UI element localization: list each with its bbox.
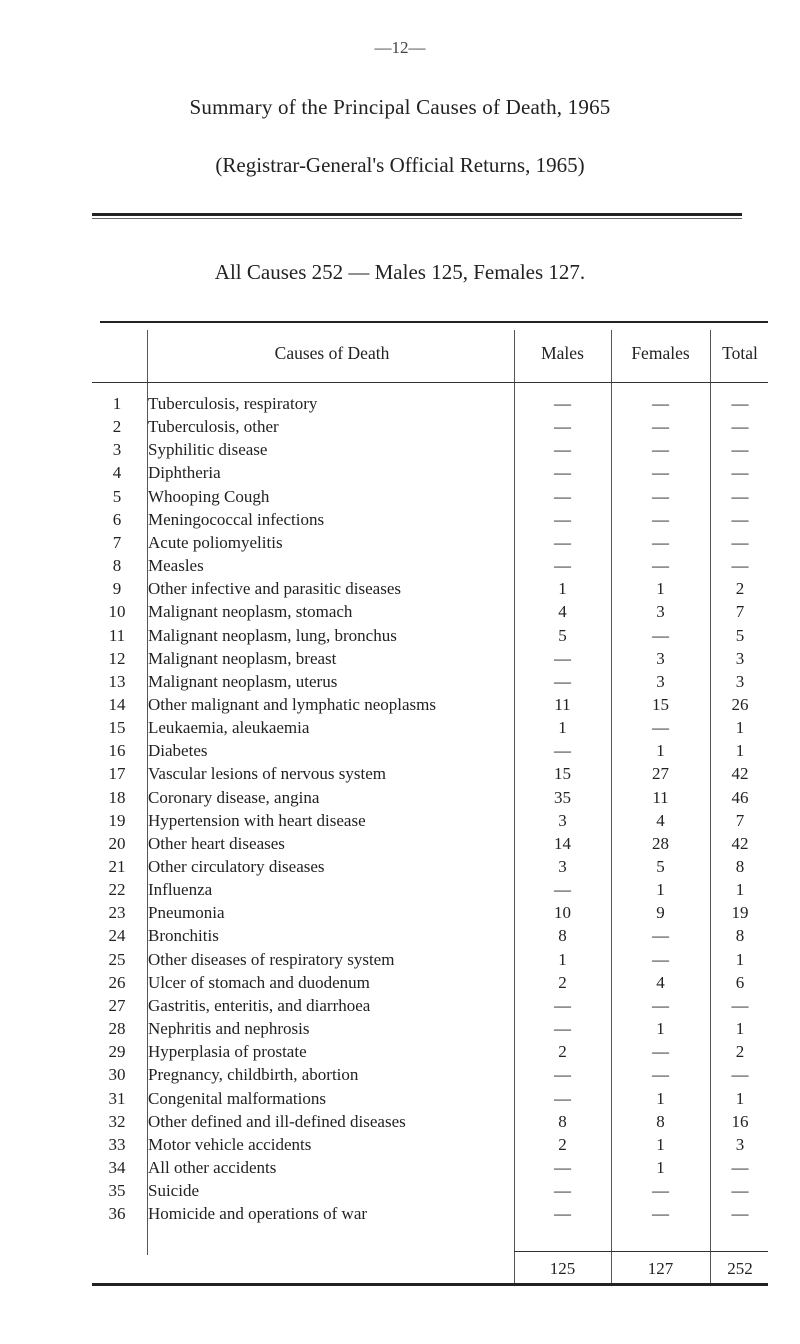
row-females: 8 bbox=[656, 1111, 665, 1131]
header-males: Males bbox=[541, 343, 584, 363]
row-cause: Vascular lesions of nervous system bbox=[148, 764, 386, 784]
row-total: 7 bbox=[735, 810, 745, 830]
row-total: 26 bbox=[731, 694, 749, 714]
row-total: 2 bbox=[735, 1042, 745, 1062]
row-females: — bbox=[652, 1204, 669, 1224]
row-total: 1 bbox=[735, 1019, 745, 1039]
page-subtitle: (Registrar-General's Official Returns, 1965) bbox=[215, 153, 585, 177]
row-number: 25 bbox=[108, 949, 126, 969]
row-females: 28 bbox=[652, 833, 669, 853]
row-number: 17 bbox=[108, 764, 126, 784]
divider-rule bbox=[92, 213, 742, 216]
row-males: 5 bbox=[558, 625, 567, 645]
row-males: — bbox=[554, 486, 571, 506]
row-number: 1 bbox=[112, 394, 122, 413]
row-cause: Malignant neoplasm, lung, bronchus bbox=[148, 625, 397, 645]
table-row bbox=[92, 1157, 768, 1178]
row-females: 9 bbox=[656, 903, 665, 923]
row-males: — bbox=[554, 556, 571, 576]
row-total: 42 bbox=[731, 764, 749, 784]
row-cause: Suicide bbox=[148, 1181, 199, 1201]
row-females: 5 bbox=[656, 857, 665, 876]
row-males: — bbox=[554, 741, 571, 761]
row-cause: Acute poliomyelitis bbox=[148, 532, 283, 552]
row-number: 9 bbox=[112, 579, 122, 599]
row-females: — bbox=[652, 509, 669, 529]
row-total: 1 bbox=[735, 880, 745, 900]
page-title: Summary of the Principal Causes of Death, 1965 bbox=[189, 95, 611, 119]
table-row bbox=[92, 1180, 768, 1201]
row-cause: Measles bbox=[148, 556, 204, 576]
row-total: 1 bbox=[735, 741, 745, 761]
table-row bbox=[92, 555, 768, 576]
row-females: 15 bbox=[652, 694, 669, 714]
total-all: 252 bbox=[727, 1259, 753, 1278]
row-number: 13 bbox=[108, 671, 126, 691]
row-females: 1 bbox=[656, 880, 665, 900]
total-females: 127 bbox=[647, 1259, 674, 1278]
row-cause: Ulcer of stomach and duodenum bbox=[148, 972, 370, 992]
row-females: 3 bbox=[656, 602, 665, 622]
row-males: 3 bbox=[558, 810, 567, 830]
row-total: — bbox=[731, 1204, 749, 1224]
row-cause: Gastritis, enteritis, and diarrhoea bbox=[148, 995, 371, 1015]
row-total: — bbox=[731, 1065, 749, 1085]
row-total: — bbox=[731, 1181, 749, 1201]
header-rule bbox=[92, 382, 768, 383]
table-row bbox=[92, 694, 768, 715]
row-females: — bbox=[652, 995, 669, 1015]
row-total: — bbox=[731, 1157, 749, 1177]
row-total: — bbox=[731, 556, 749, 576]
row-total: 5 bbox=[735, 625, 745, 645]
row-number: 8 bbox=[112, 556, 122, 576]
header-cause: Causes of Death bbox=[274, 343, 390, 363]
row-males: — bbox=[554, 648, 571, 668]
page-number: —12— bbox=[374, 38, 426, 57]
row-number: 10 bbox=[108, 602, 126, 622]
summary-line: All Causes 252 — Males 125, Females 127. bbox=[214, 260, 586, 284]
row-total: — bbox=[731, 995, 749, 1015]
row-males: — bbox=[554, 1019, 571, 1039]
row-number: 22 bbox=[108, 880, 126, 900]
row-females: — bbox=[652, 926, 669, 946]
row-females: 1 bbox=[656, 579, 665, 599]
row-total: 1 bbox=[735, 1088, 745, 1108]
row-males: 35 bbox=[554, 787, 571, 807]
row-cause: All other accidents bbox=[148, 1157, 277, 1177]
row-females: 3 bbox=[656, 648, 665, 668]
row-cause: Other defined and ill-defined diseases bbox=[148, 1111, 406, 1131]
row-total: 3 bbox=[735, 648, 745, 668]
row-cause: Malignant neoplasm, uterus bbox=[148, 671, 338, 691]
row-number: 18 bbox=[108, 787, 126, 807]
row-cause: Malignant neoplasm, breast bbox=[148, 648, 337, 668]
row-males: — bbox=[554, 1065, 571, 1085]
row-females: 4 bbox=[656, 810, 665, 830]
row-males: 14 bbox=[554, 833, 571, 853]
row-number: 3 bbox=[112, 440, 122, 460]
row-total: — bbox=[731, 509, 749, 529]
table-row bbox=[92, 1088, 768, 1109]
table-row bbox=[92, 787, 768, 808]
table-top-rule bbox=[100, 321, 768, 323]
table-row bbox=[92, 879, 768, 900]
row-number: 5 bbox=[112, 486, 122, 506]
row-males: — bbox=[554, 671, 571, 691]
row-total: 6 bbox=[735, 972, 745, 992]
row-males: — bbox=[554, 394, 571, 413]
row-females: — bbox=[652, 463, 669, 483]
row-cause: Diphtheria bbox=[148, 463, 221, 483]
divider-rule-thin bbox=[92, 218, 742, 219]
row-number: 26 bbox=[108, 972, 126, 992]
row-females: — bbox=[652, 1181, 669, 1201]
row-males: 2 bbox=[558, 972, 567, 992]
row-cause: Syphilitic disease bbox=[148, 440, 268, 460]
row-total: 3 bbox=[735, 1134, 745, 1154]
table-row bbox=[92, 393, 768, 414]
table-row bbox=[92, 833, 768, 854]
row-total: — bbox=[731, 486, 749, 506]
row-cause: Nephritis and nephrosis bbox=[148, 1019, 310, 1039]
row-total: 2 bbox=[735, 579, 745, 599]
row-cause: Pregnancy, childbirth, abortion bbox=[148, 1065, 359, 1085]
row-females: 11 bbox=[652, 787, 669, 807]
row-number: 32 bbox=[108, 1111, 126, 1131]
row-females: 27 bbox=[652, 764, 669, 784]
row-number: 28 bbox=[108, 1019, 126, 1039]
row-number: 6 bbox=[112, 509, 122, 529]
row-males: 11 bbox=[554, 694, 571, 714]
row-males: 2 bbox=[558, 1042, 567, 1062]
row-cause: Meningococcal infections bbox=[148, 509, 325, 529]
row-males: — bbox=[554, 1181, 571, 1201]
row-number: 4 bbox=[112, 463, 122, 483]
row-males: 2 bbox=[558, 1134, 567, 1154]
table-row bbox=[92, 925, 768, 946]
row-number: 27 bbox=[108, 995, 126, 1015]
table-row bbox=[92, 902, 768, 923]
row-number: 24 bbox=[108, 926, 126, 946]
row-number: 19 bbox=[108, 810, 126, 830]
row-number: 29 bbox=[108, 1042, 126, 1062]
row-number: 15 bbox=[108, 718, 126, 738]
row-total: 1 bbox=[735, 718, 745, 738]
row-males: — bbox=[554, 532, 571, 552]
table-row bbox=[92, 1134, 768, 1155]
row-females: 1 bbox=[656, 1019, 665, 1039]
row-females: — bbox=[652, 718, 669, 738]
row-females: — bbox=[652, 394, 669, 413]
table-row bbox=[92, 740, 768, 761]
row-males: 1 bbox=[558, 579, 567, 599]
row-females: — bbox=[652, 556, 669, 576]
row-number: 31 bbox=[108, 1088, 126, 1108]
row-females: 1 bbox=[656, 1157, 665, 1177]
totals-rule bbox=[514, 1251, 768, 1252]
row-total: 8 bbox=[735, 857, 745, 876]
row-total: 16 bbox=[731, 1111, 749, 1131]
table-row bbox=[92, 601, 768, 622]
row-males: — bbox=[554, 880, 571, 900]
table-row bbox=[92, 1111, 768, 1132]
table-row bbox=[92, 949, 768, 970]
table-row bbox=[92, 1018, 768, 1039]
table-row bbox=[92, 532, 768, 553]
row-cause: Other infective and parasitic diseases bbox=[148, 579, 402, 599]
table-row bbox=[92, 416, 768, 437]
row-females: — bbox=[652, 1065, 669, 1085]
row-number: 30 bbox=[108, 1065, 126, 1085]
row-females: 1 bbox=[656, 1134, 665, 1154]
total-males: 125 bbox=[549, 1259, 576, 1278]
row-number: 23 bbox=[108, 903, 126, 923]
row-males: 1 bbox=[558, 718, 567, 738]
row-males: — bbox=[554, 509, 571, 529]
row-males: 8 bbox=[558, 926, 567, 946]
row-cause: Coronary disease, angina bbox=[148, 787, 320, 807]
row-cause: Other circulatory diseases bbox=[148, 857, 325, 876]
row-cause: Other diseases of respiratory system bbox=[148, 949, 395, 969]
row-males: 1 bbox=[558, 949, 567, 969]
row-females: 1 bbox=[656, 1088, 665, 1108]
row-cause: Whooping Cough bbox=[148, 486, 270, 506]
row-cause: Leukaemia, aleukaemia bbox=[148, 718, 310, 738]
row-males: — bbox=[554, 1157, 571, 1177]
table-row bbox=[92, 509, 768, 530]
table-row bbox=[92, 856, 768, 877]
row-cause: Bronchitis bbox=[148, 926, 219, 946]
row-females: — bbox=[652, 949, 669, 969]
row-females: — bbox=[652, 1042, 669, 1062]
row-cause: Tuberculosis, other bbox=[148, 417, 279, 437]
row-total: — bbox=[731, 394, 749, 413]
row-males: 8 bbox=[558, 1111, 567, 1131]
row-number: 20 bbox=[108, 833, 126, 853]
row-females: — bbox=[652, 625, 669, 645]
row-males: — bbox=[554, 463, 571, 483]
row-cause: Motor vehicle accidents bbox=[148, 1134, 312, 1154]
table-row bbox=[92, 1041, 768, 1062]
row-total: 19 bbox=[731, 903, 749, 923]
row-number: 34 bbox=[108, 1157, 126, 1177]
row-total: 1 bbox=[735, 949, 745, 969]
table-row bbox=[92, 763, 768, 784]
row-cause: Homicide and operations of war bbox=[148, 1204, 368, 1224]
row-females: — bbox=[652, 486, 669, 506]
row-number: 36 bbox=[108, 1204, 126, 1224]
table-row bbox=[92, 1203, 768, 1224]
row-total: 8 bbox=[735, 926, 745, 946]
table-row bbox=[92, 972, 768, 993]
row-number: 7 bbox=[112, 532, 122, 552]
table-row bbox=[92, 578, 768, 599]
row-females: — bbox=[652, 440, 669, 460]
row-total: — bbox=[731, 463, 749, 483]
table-row bbox=[92, 1064, 768, 1085]
row-males: — bbox=[554, 417, 571, 437]
row-cause: Tuberculosis, respiratory bbox=[148, 394, 318, 413]
row-number: 21 bbox=[108, 857, 126, 876]
table-row bbox=[92, 671, 768, 692]
row-cause: Diabetes bbox=[148, 741, 208, 761]
table-row bbox=[92, 648, 768, 669]
row-males: 10 bbox=[554, 903, 571, 923]
bottom-rule bbox=[92, 1283, 768, 1286]
row-cause: Hypertension with heart disease bbox=[148, 810, 366, 830]
table-row bbox=[92, 810, 768, 831]
row-number: 16 bbox=[108, 741, 126, 761]
row-males: — bbox=[554, 1204, 571, 1224]
row-cause: Other malignant and lymphatic neoplasms bbox=[148, 694, 436, 714]
row-total: 3 bbox=[735, 671, 745, 691]
row-number: 2 bbox=[112, 417, 122, 437]
row-cause: Congenital malformations bbox=[148, 1088, 326, 1108]
row-total: — bbox=[731, 417, 749, 437]
row-number: 11 bbox=[108, 625, 126, 645]
row-cause: Malignant neoplasm, stomach bbox=[148, 602, 353, 622]
row-females: 3 bbox=[656, 671, 665, 691]
row-total: 7 bbox=[735, 602, 745, 622]
row-total: 42 bbox=[731, 833, 749, 853]
row-cause: Influenza bbox=[148, 880, 213, 900]
table-row bbox=[92, 625, 768, 646]
row-cause: Hyperplasia of prostate bbox=[148, 1042, 307, 1062]
table-row bbox=[92, 995, 768, 1016]
row-total: 46 bbox=[731, 787, 749, 807]
row-number: 12 bbox=[108, 648, 126, 668]
row-total: — bbox=[731, 440, 749, 460]
header-total: Total bbox=[722, 343, 758, 363]
row-females: — bbox=[652, 532, 669, 552]
row-males: 4 bbox=[558, 602, 567, 622]
table-row bbox=[92, 462, 768, 483]
row-females: — bbox=[652, 417, 669, 437]
row-cause: Other heart diseases bbox=[148, 833, 285, 853]
row-total: — bbox=[731, 532, 749, 552]
row-males: — bbox=[554, 1088, 571, 1108]
row-males: — bbox=[554, 440, 571, 460]
row-males: 3 bbox=[558, 857, 567, 876]
table-row bbox=[92, 717, 768, 738]
row-number: 35 bbox=[108, 1181, 126, 1201]
row-females: 4 bbox=[656, 972, 665, 992]
table-row bbox=[92, 486, 768, 507]
table-row bbox=[92, 439, 768, 460]
row-number: 33 bbox=[108, 1134, 126, 1154]
row-number: 14 bbox=[108, 694, 126, 714]
row-cause: Pneumonia bbox=[148, 903, 225, 923]
row-males: — bbox=[554, 995, 571, 1015]
header-females: Females bbox=[631, 343, 690, 363]
row-females: 1 bbox=[656, 741, 665, 761]
row-males: 15 bbox=[554, 764, 571, 784]
